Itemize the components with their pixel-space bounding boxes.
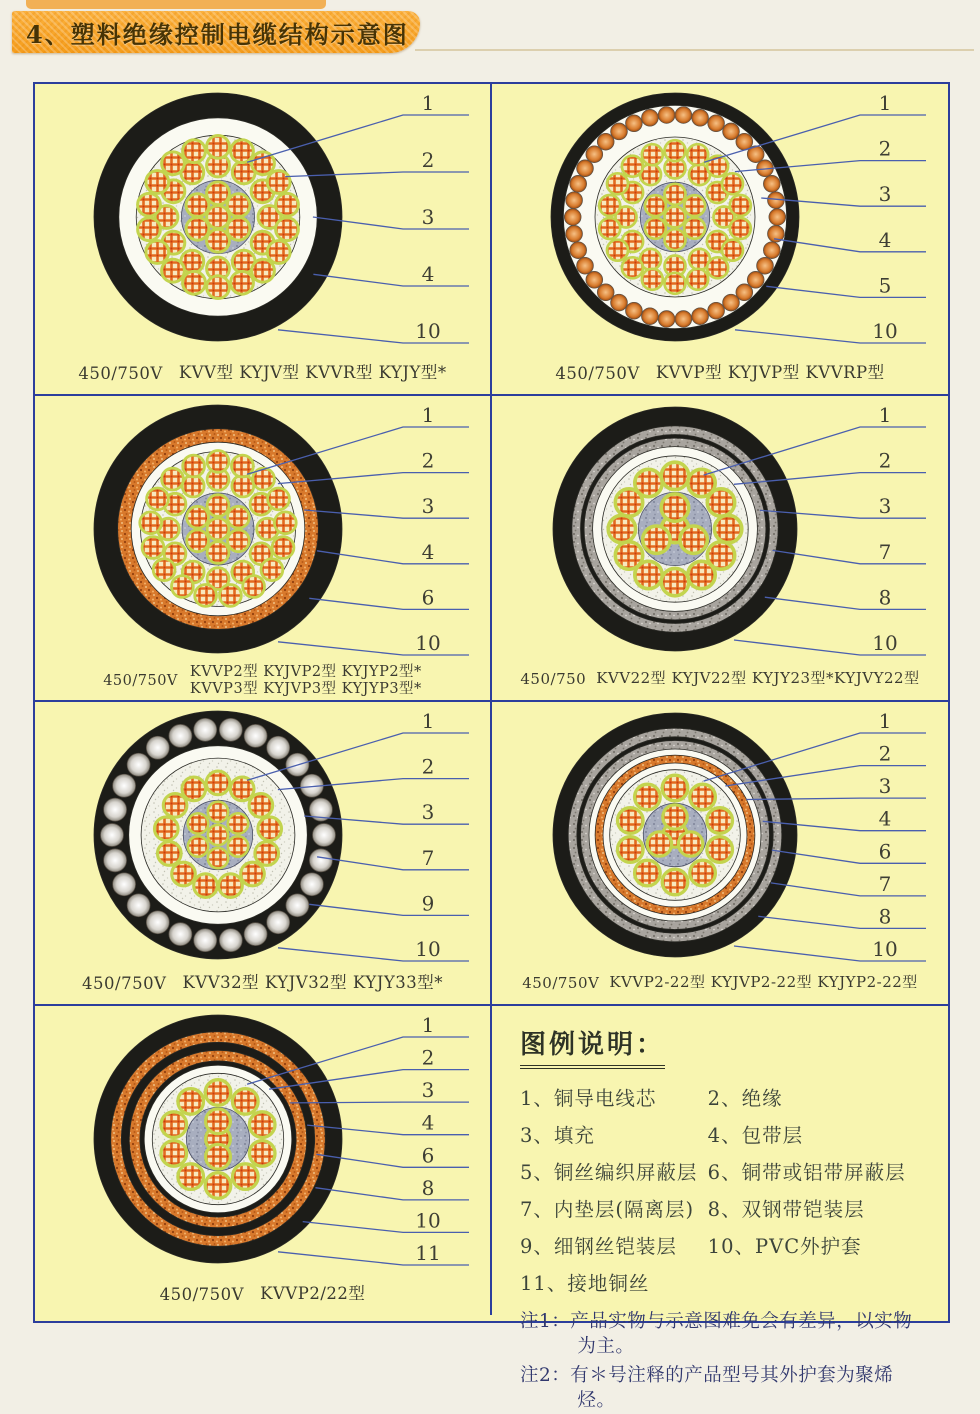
model-labels: KVV型 KYJV型 KVVR型 KYJY型* bbox=[178, 362, 447, 382]
callout-number: 8 bbox=[878, 904, 892, 929]
legend-item: 8、双钢带铠装层 bbox=[707, 1198, 865, 1221]
legend-box bbox=[492, 1006, 948, 1411]
callout-number: 2 bbox=[421, 448, 435, 473]
callout-number: 1 bbox=[421, 403, 435, 427]
callout-number: 3 bbox=[421, 205, 435, 229]
legend-item: 6、铜带或铝带屏蔽层 bbox=[707, 1161, 906, 1184]
voltage-label: 450/750V bbox=[103, 673, 178, 689]
callout-number: 2 bbox=[878, 448, 892, 473]
cable-cross-section bbox=[492, 84, 948, 354]
callout-number: 4 bbox=[421, 262, 435, 286]
callout-number: 6 bbox=[421, 1143, 435, 1168]
cable-panel-kvvp bbox=[492, 84, 948, 396]
callout-number: 1 bbox=[878, 403, 892, 427]
voltage-label: 450/750V bbox=[159, 1284, 245, 1304]
cable-panel-kvv32 bbox=[35, 702, 492, 1006]
callout-number: 10 bbox=[415, 631, 441, 655]
callout-number: 1 bbox=[878, 709, 892, 733]
cable-cross-section bbox=[35, 84, 490, 354]
legend-item: 9、细钢丝铠装层 bbox=[520, 1235, 677, 1258]
voltage-label: 450/750 bbox=[520, 670, 587, 688]
legend-item: 2、绝缘 bbox=[707, 1087, 783, 1110]
callout-number: 1 bbox=[421, 1013, 435, 1037]
cable-cross-section bbox=[35, 1006, 490, 1275]
cable-cross-section bbox=[35, 702, 490, 964]
section-title: 4、塑料绝缘控制电缆结构示意图 bbox=[26, 19, 409, 49]
model-labels: KVVP2型 KYJVP2型 KYJYP2型* KVVP3型 KYJVP3型 KYJYP3型* bbox=[189, 664, 422, 697]
callout-number: 10 bbox=[872, 631, 898, 655]
callout-number: 7 bbox=[878, 871, 892, 896]
panel-caption bbox=[492, 966, 948, 1000]
legend-item: 7、内垫层(隔离层) bbox=[520, 1198, 695, 1221]
callout-number: 3 bbox=[421, 1078, 435, 1103]
panel-caption bbox=[35, 356, 490, 390]
cable-cross-section bbox=[492, 702, 948, 964]
panel-caption bbox=[35, 664, 490, 698]
callout-number: 2 bbox=[878, 741, 892, 766]
legend-notes bbox=[520, 1310, 928, 1414]
cable-panel-kvv22 bbox=[492, 396, 948, 702]
cable-panel-kvvp2 bbox=[35, 396, 492, 702]
panel-caption bbox=[492, 662, 948, 696]
callout-number: 3 bbox=[878, 182, 892, 207]
voltage-label: 450/750V bbox=[555, 363, 640, 383]
callout-number: 10 bbox=[415, 1208, 441, 1233]
callout-number: 7 bbox=[421, 845, 435, 870]
callout-number: 1 bbox=[878, 91, 892, 115]
top-edge-strip bbox=[26, 0, 326, 9]
model-labels: KVVP型 KYJVP型 KVVRP型 bbox=[655, 362, 885, 382]
callout-number: 3 bbox=[878, 774, 892, 799]
callout-number: 10 bbox=[415, 937, 441, 961]
cable-panel-kvv bbox=[35, 84, 492, 396]
callout-number: 3 bbox=[421, 494, 435, 519]
legend-item: 1、铜导电线芯 bbox=[520, 1087, 657, 1110]
voltage-label: 450/750V bbox=[78, 363, 163, 383]
callout-number: 11 bbox=[415, 1241, 441, 1265]
callout-number: 10 bbox=[415, 319, 441, 343]
callout-number: 4 bbox=[878, 227, 892, 252]
cable-cross-section bbox=[35, 396, 490, 660]
callout-number: 8 bbox=[878, 585, 892, 610]
callout-number: 5 bbox=[878, 273, 892, 298]
panel-caption bbox=[492, 356, 948, 390]
callout-number: 2 bbox=[421, 1045, 435, 1070]
model-labels: KVVP2-22型 KYJVP2-22型 KYJYP2-22型 bbox=[609, 973, 918, 992]
voltage-label: 450/750V bbox=[82, 973, 167, 993]
voltage-label: 450/750V bbox=[522, 974, 600, 992]
callout-number: 6 bbox=[878, 839, 892, 864]
callout-number: 7 bbox=[878, 539, 892, 564]
model-labels: KVVP2/22型 bbox=[260, 1283, 366, 1303]
model-labels: KVV32型 KYJV32型 KYJY33型* bbox=[182, 972, 443, 992]
callout-number: 1 bbox=[421, 91, 435, 115]
legend-item: 11、接地铜丝 bbox=[520, 1272, 650, 1295]
model-labels: KVV22型 KYJV22型 KYJY23型*KYJVY22型 bbox=[596, 669, 920, 688]
legend-item: 3、填充 bbox=[520, 1124, 595, 1147]
callout-number: 6 bbox=[421, 585, 435, 610]
panel-caption bbox=[35, 1277, 490, 1311]
panel-caption bbox=[35, 966, 490, 1000]
callout-number: 2 bbox=[421, 148, 435, 172]
legend-item: 4、包带层 bbox=[707, 1124, 804, 1147]
callout-number: 4 bbox=[421, 1110, 435, 1135]
callout-number: 8 bbox=[421, 1175, 435, 1200]
legend-item: 10、PVC外护套 bbox=[707, 1235, 862, 1258]
legend-note: 注2：有＊号注释的产品型号其外护套为聚烯烃。 bbox=[520, 1364, 894, 1411]
callout-number: 10 bbox=[872, 319, 898, 343]
legend-title: 图例说明： bbox=[520, 1024, 665, 1069]
legend-items bbox=[520, 1083, 928, 1296]
diagram-grid bbox=[33, 82, 950, 1411]
legend-item: 5、铜丝编织屏蔽层 bbox=[520, 1161, 698, 1184]
callout-number: 4 bbox=[421, 539, 435, 564]
cable-panel-kvvp2-22 bbox=[492, 702, 948, 1006]
cable-cross-section bbox=[492, 396, 948, 660]
callout-number: 4 bbox=[878, 806, 892, 831]
callout-number: 1 bbox=[421, 709, 435, 733]
cable-panel-kvvp2-s22 bbox=[35, 1006, 492, 1315]
header-rule bbox=[415, 49, 974, 51]
callout-number: 10 bbox=[872, 937, 898, 961]
legend-note: 注1：产品实物与示意图难免会有差异，以实物为主。 bbox=[520, 1311, 913, 1357]
section-banner bbox=[12, 11, 420, 53]
callout-number: 9 bbox=[421, 891, 435, 916]
callout-number: 3 bbox=[878, 494, 892, 519]
callout-number: 3 bbox=[421, 800, 435, 825]
callout-number: 2 bbox=[421, 754, 435, 779]
callout-number: 2 bbox=[878, 136, 892, 161]
